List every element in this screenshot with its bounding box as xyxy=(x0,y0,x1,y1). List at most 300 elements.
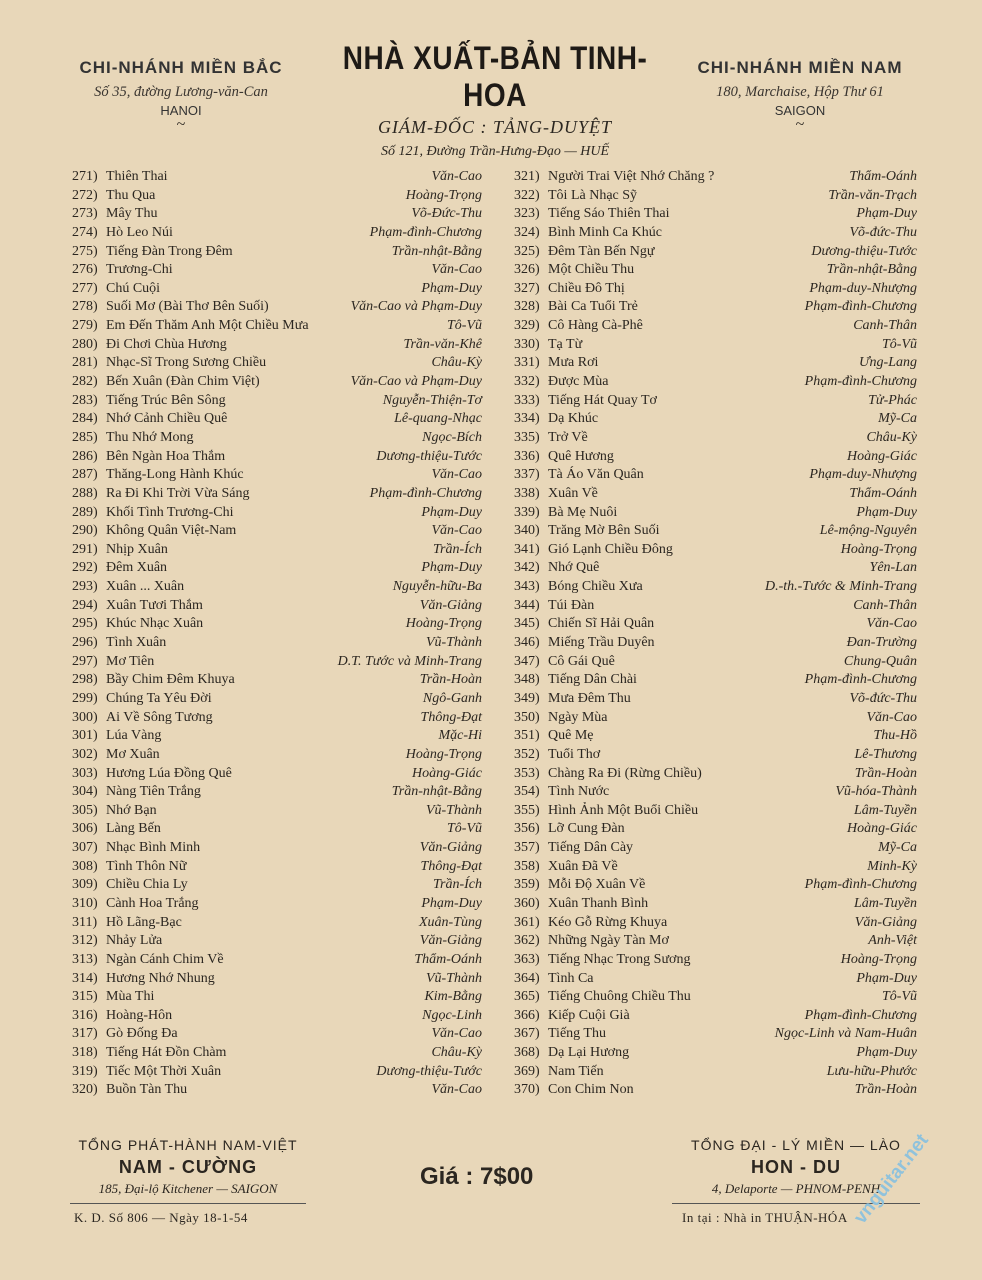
song-author: Thông-Đạt xyxy=(420,858,482,874)
song-title: Trở Về xyxy=(548,429,588,445)
song-number: 315) xyxy=(72,989,98,1005)
song-author: Phạm-đình-Chương xyxy=(804,877,917,893)
song-author: Trần-nhật-Bằng xyxy=(826,262,917,278)
song-entry xyxy=(514,374,608,390)
song-number: 332) xyxy=(514,374,540,390)
song-author: Võ-đức-Thu xyxy=(849,224,917,240)
song-row xyxy=(72,1008,482,1027)
song-title: Hình Ảnh Một Buổi Chiều xyxy=(548,802,699,818)
song-author: Ngọc-Bích xyxy=(422,429,482,445)
song-number: 325) xyxy=(514,243,540,259)
song-entry xyxy=(514,691,631,707)
song-title: Bầy Chim Đêm Khuya xyxy=(106,672,235,688)
song-row xyxy=(72,523,482,542)
song-row xyxy=(514,691,917,710)
song-row xyxy=(72,1064,482,1083)
song-number: 290) xyxy=(72,523,98,539)
song-author: Phạm-đình-Chương xyxy=(804,374,917,390)
song-title: Xuân Về xyxy=(548,485,598,501)
song-author: Dương-thiệu-Tước xyxy=(811,243,917,259)
song-entry xyxy=(72,877,188,893)
song-entry xyxy=(514,1045,629,1061)
song-author: Hoàng-Trọng xyxy=(840,951,917,967)
song-row xyxy=(514,430,917,449)
song-number: 273) xyxy=(72,206,98,222)
song-number: 312) xyxy=(72,933,98,949)
song-author: Ngọc-Linh và Nam-Huân xyxy=(774,1026,917,1042)
song-row xyxy=(72,710,482,729)
song-entry xyxy=(72,598,203,614)
song-entry xyxy=(72,989,154,1005)
song-number: 311) xyxy=(72,914,98,930)
song-number: 349) xyxy=(514,690,540,706)
license-line: K. D. Số 806 — Ngày 18-1-54 xyxy=(74,1210,248,1225)
song-title: Tình Nước xyxy=(548,784,610,800)
song-title: Chiều Đô Thị xyxy=(548,280,625,296)
north-branch-city: HANOI xyxy=(160,103,202,118)
song-row xyxy=(72,728,482,747)
song-number: 362) xyxy=(514,933,540,949)
song-author: Phạm-đình-Chương xyxy=(369,485,482,501)
song-author: Canh-Thân xyxy=(853,318,917,334)
south-branch-title: CHI-NHÁNH MIỀN NAM xyxy=(697,58,903,77)
song-entry xyxy=(72,411,227,427)
song-title: Hoàng-Hôn xyxy=(106,1007,173,1023)
song-entry xyxy=(514,337,582,353)
song-number: 307) xyxy=(72,840,98,856)
song-entry xyxy=(514,560,599,576)
song-title: Hương Nhớ Nhung xyxy=(106,970,215,986)
song-title: Suối Mơ (Bài Thơ Bên Suối) xyxy=(106,299,269,315)
song-row xyxy=(514,560,917,579)
song-title: Nam Tiến xyxy=(548,1063,604,1079)
song-entry xyxy=(514,710,608,726)
song-author: Văn-Giảng xyxy=(419,840,482,856)
song-row xyxy=(72,262,482,281)
publisher-director: GIÁM-ĐỐC : TẢNG-DUYỆT xyxy=(378,117,612,137)
song-entry xyxy=(72,262,173,278)
song-entry xyxy=(514,355,598,371)
song-title: Nhớ Cảnh Chiều Quê xyxy=(106,411,228,427)
agent-name: HON - DU xyxy=(751,1157,841,1177)
song-title: Quê Mẹ xyxy=(548,728,594,744)
distributor-south xyxy=(70,1137,306,1197)
song-number: 293) xyxy=(72,579,98,595)
song-author: Đan-Trường xyxy=(846,635,917,651)
song-entry xyxy=(514,598,594,614)
song-entry xyxy=(514,225,662,241)
song-entry xyxy=(514,467,644,483)
song-number: 298) xyxy=(72,672,98,688)
song-title: Kiếp Cuội Già xyxy=(548,1007,630,1023)
north-branch-title: CHI-NHÁNH MIỀN BẮC xyxy=(79,58,283,77)
song-row xyxy=(514,952,917,971)
song-title: Tiếng Trúc Bên Sông xyxy=(106,392,226,408)
song-row xyxy=(514,728,917,747)
song-title: Bà Mẹ Nuôi xyxy=(548,504,618,520)
song-entry xyxy=(514,393,657,409)
song-title: Đêm Xuân xyxy=(106,560,168,576)
song-author: Nguyễn-Thiện-Tơ xyxy=(382,392,482,408)
song-title: Đi Chơi Chùa Hương xyxy=(106,336,227,352)
song-row xyxy=(514,710,917,729)
song-number: 279) xyxy=(72,318,98,334)
song-number: 318) xyxy=(72,1045,98,1061)
song-row xyxy=(72,337,482,356)
song-row xyxy=(72,766,482,785)
song-number: 326) xyxy=(514,262,540,278)
song-author: Văn-Cao xyxy=(866,616,917,632)
song-row xyxy=(514,933,917,952)
song-row xyxy=(72,915,482,934)
song-author: Hoàng-Giác xyxy=(847,448,917,464)
song-title: Kéo Gỗ Rừng Khuya xyxy=(548,914,668,930)
song-author: Yên-Lan xyxy=(869,560,917,576)
song-entry xyxy=(72,635,166,651)
song-row xyxy=(72,299,482,318)
song-title: Tình Ca xyxy=(548,970,594,986)
song-author: Hoàng-Trọng xyxy=(405,187,482,203)
song-number: 288) xyxy=(72,485,98,501)
song-title: Xuân ... Xuân xyxy=(106,579,185,595)
song-entry xyxy=(514,262,634,278)
song-author: Văn-Giảng xyxy=(419,933,482,949)
song-row xyxy=(514,1026,917,1045)
song-author: Phạm-Duy xyxy=(856,206,917,222)
song-author: Phạm-Duy xyxy=(421,560,482,576)
song-author: Văn-Cao và Phạm-Duy xyxy=(350,299,482,315)
song-row xyxy=(514,262,917,281)
song-number: 345) xyxy=(514,616,540,632)
song-entry xyxy=(514,318,643,334)
song-title: Bóng Chiều Xưa xyxy=(548,579,643,595)
song-title: Lúa Vàng xyxy=(106,728,162,744)
song-author: Thu-Hồ xyxy=(873,728,917,744)
song-number: 303) xyxy=(72,765,98,781)
song-title: Mơ Xuân xyxy=(106,746,160,762)
song-row xyxy=(72,616,482,635)
song-row xyxy=(72,374,482,393)
song-author: Xuân-Tùng xyxy=(419,914,482,930)
song-row xyxy=(514,449,917,468)
song-author: Văn-Giảng xyxy=(419,597,482,613)
song-row xyxy=(72,691,482,710)
song-entry xyxy=(72,915,182,931)
song-row xyxy=(72,1045,482,1064)
song-entry xyxy=(72,337,227,353)
song-title: Chiều Chia Ly xyxy=(106,877,188,893)
song-number: 363) xyxy=(514,951,540,967)
song-title: Bên Ngàn Hoa Thắm xyxy=(106,448,226,464)
song-entry xyxy=(514,1008,630,1024)
song-row xyxy=(514,877,917,896)
song-row xyxy=(514,374,917,393)
song-title: Tình Thôn Nữ xyxy=(106,858,187,874)
north-branch-address: Số 35, đường Lương-văn-Can xyxy=(94,84,268,100)
song-number: 287) xyxy=(72,467,98,483)
song-entry xyxy=(72,803,157,819)
agent-title: TỔNG ĐẠI - LÝ MIỀN — LÀO xyxy=(691,1137,901,1153)
song-number: 348) xyxy=(514,672,540,688)
song-entry xyxy=(514,803,698,819)
song-author: Trần-Hoàn xyxy=(854,765,917,781)
song-author: Châu-Kỳ xyxy=(866,429,917,445)
song-title: Con Chim Non xyxy=(548,1082,634,1098)
song-author: Phạm-Duy xyxy=(856,1045,917,1061)
song-number: 294) xyxy=(72,597,98,613)
south-branch-header xyxy=(660,58,940,133)
song-title: Buồn Tàn Thu xyxy=(106,1082,188,1098)
song-row xyxy=(514,616,917,635)
song-author: Lê-mộng-Nguyên xyxy=(819,523,917,539)
song-number: 291) xyxy=(72,541,98,557)
song-number: 368) xyxy=(514,1045,540,1061)
song-number: 296) xyxy=(72,635,98,651)
song-author: Thông-Đạt xyxy=(420,709,482,725)
song-title: Được Mùa xyxy=(548,374,609,390)
song-row xyxy=(514,206,917,225)
song-title: Ra Đi Khi Trời Vừa Sáng xyxy=(106,485,250,501)
song-row xyxy=(514,244,917,263)
song-author: Tô-Vũ xyxy=(447,318,482,334)
song-author: Nguyễn-hữu-Ba xyxy=(392,579,482,595)
song-entry xyxy=(72,206,157,222)
song-author: Hoàng-Giác xyxy=(847,821,917,837)
song-entry xyxy=(72,1026,178,1042)
song-number: 370) xyxy=(514,1082,540,1098)
south-branch-city: SAIGON xyxy=(774,103,826,118)
song-title: Người Trai Việt Nhớ Chăng ? xyxy=(548,169,715,184)
song-entry xyxy=(72,728,161,744)
song-row xyxy=(514,1082,917,1101)
song-number: 346) xyxy=(514,635,540,651)
song-entry xyxy=(72,766,232,782)
song-title: Túi Đàn xyxy=(548,597,595,613)
south-branch-address: 180, Marchaise, Hộp Thư 61 xyxy=(716,84,884,100)
song-author: Vũ-Thành xyxy=(426,635,482,651)
song-title: Tiếng Chuông Chiều Thu xyxy=(548,989,691,1005)
song-row xyxy=(514,467,917,486)
song-row xyxy=(72,635,482,654)
song-row xyxy=(72,542,482,561)
divider xyxy=(70,1203,306,1204)
song-title: Thiên Thai xyxy=(106,169,168,184)
song-row xyxy=(72,505,482,524)
song-author: Lâm-Tuyền xyxy=(854,895,917,911)
song-title: Ngàn Cánh Chim Về xyxy=(106,951,224,967)
song-row xyxy=(514,672,917,691)
song-title: Dạ Lại Hương xyxy=(548,1045,630,1061)
song-author: Trần-văn-Trạch xyxy=(828,187,917,203)
song-number: 310) xyxy=(72,895,98,911)
song-number: 364) xyxy=(514,970,540,986)
song-number: 286) xyxy=(72,448,98,464)
song-entry xyxy=(514,821,625,837)
song-title: Một Chiều Thu xyxy=(548,262,635,278)
song-number: 302) xyxy=(72,746,98,762)
song-number: 314) xyxy=(72,970,98,986)
song-list-left xyxy=(72,169,482,1101)
song-row xyxy=(514,840,917,859)
song-row xyxy=(514,654,917,673)
song-number: 301) xyxy=(72,728,98,744)
publisher-name: NHÀ XUẤT-BẢN TINH-HOA xyxy=(342,40,648,113)
song-number: 354) xyxy=(514,784,540,800)
song-title: Mưa Đêm Thu xyxy=(548,690,631,706)
song-entry xyxy=(514,542,673,558)
song-author: Phạm-đình-Chương xyxy=(804,672,917,688)
song-title: Hò Leo Núi xyxy=(106,224,173,240)
song-row xyxy=(514,803,917,822)
song-entry xyxy=(514,505,617,521)
song-title: Nhớ Bạn xyxy=(106,802,157,818)
song-row xyxy=(72,560,482,579)
song-row xyxy=(72,877,482,896)
song-row xyxy=(514,188,917,207)
song-row xyxy=(514,411,917,430)
song-row xyxy=(72,1082,482,1101)
song-number: 369) xyxy=(514,1063,540,1079)
song-number: 285) xyxy=(72,429,98,445)
song-number: 305) xyxy=(72,802,98,818)
song-entry xyxy=(72,505,234,521)
song-author: Anh-Việt xyxy=(868,933,917,949)
song-title: Chàng Ra Đi (Rừng Chiều) xyxy=(548,765,702,781)
song-number: 295) xyxy=(72,616,98,632)
song-title: Những Ngày Tàn Mơ xyxy=(548,933,669,949)
song-entry xyxy=(72,449,225,465)
song-title: Tuổi Thơ xyxy=(548,746,601,762)
song-author: Hoàng-Trọng xyxy=(405,746,482,762)
song-title: Mùa Thi xyxy=(106,989,155,1005)
song-number: 292) xyxy=(72,560,98,576)
song-title: Trương-Chi xyxy=(106,262,173,278)
song-author: Ngô-Ganh xyxy=(422,690,482,706)
song-entry xyxy=(514,896,648,912)
song-row xyxy=(72,598,482,617)
song-number: 299) xyxy=(72,690,98,706)
ornament: ~ xyxy=(176,116,186,133)
song-row xyxy=(514,505,917,524)
song-title: Tạ Từ xyxy=(548,336,583,352)
song-title: Xuân Tươi Thắm xyxy=(106,597,203,613)
song-row xyxy=(514,971,917,990)
song-entry xyxy=(514,747,600,763)
song-author: Phạm-đình-Chương xyxy=(804,299,917,315)
song-number: 338) xyxy=(514,485,540,501)
song-author: Thẩm-Oánh xyxy=(414,951,482,967)
song-entry xyxy=(72,821,161,837)
song-number: 280) xyxy=(72,336,98,352)
song-author: Trần-Ích xyxy=(433,877,482,893)
song-entry xyxy=(514,840,633,856)
song-row xyxy=(514,821,917,840)
song-row xyxy=(514,355,917,374)
song-title: Thu Qua xyxy=(106,187,156,203)
distributor-title: TỔNG PHÁT-HÀNH NAM-VIỆT xyxy=(78,1137,298,1153)
song-row xyxy=(72,859,482,878)
song-title: Tiếc Một Thời Xuân xyxy=(106,1063,222,1079)
song-number: 331) xyxy=(514,355,540,371)
song-entry xyxy=(514,281,625,297)
song-entry xyxy=(514,915,667,931)
song-entry xyxy=(514,672,637,688)
song-row xyxy=(72,747,482,766)
song-row xyxy=(514,486,917,505)
song-title: Nhạc-Sĩ Trong Sương Chiều xyxy=(106,355,267,371)
song-row xyxy=(514,1064,917,1083)
price-label: Giá : 7$00 xyxy=(420,1163,534,1190)
song-author: Phạm-đình-Chương xyxy=(804,1007,917,1023)
song-entry xyxy=(514,635,655,651)
song-entry xyxy=(514,449,614,465)
song-row xyxy=(72,281,482,300)
song-title: Trăng Mờ Bên Suối xyxy=(548,523,660,539)
song-number: 306) xyxy=(72,821,98,837)
song-title: Xuân Đã Về xyxy=(548,858,618,874)
song-number: 341) xyxy=(514,541,540,557)
song-row xyxy=(514,1045,917,1064)
song-entry xyxy=(514,1026,606,1042)
song-row xyxy=(514,225,917,244)
song-entry xyxy=(514,299,638,315)
song-title: Cô Gái Quê xyxy=(548,653,615,669)
song-row xyxy=(514,989,917,1008)
song-author: Phạm-Duy xyxy=(421,504,482,520)
song-author: Ưng-Lang xyxy=(858,355,917,371)
song-entry xyxy=(72,654,154,670)
song-author: Võ-Đức-Thu xyxy=(411,206,482,222)
song-number: 356) xyxy=(514,821,540,837)
song-entry xyxy=(514,728,594,744)
song-author: Tô-Vũ xyxy=(447,821,482,837)
song-entry xyxy=(72,523,236,539)
song-title: Hương Lúa Đồng Quê xyxy=(106,765,232,781)
song-number: 282) xyxy=(72,374,98,390)
song-title: Nhớ Quê xyxy=(548,560,600,576)
song-number: 358) xyxy=(514,858,540,874)
song-title: Hồ Lãng-Bạc xyxy=(106,914,182,930)
song-row xyxy=(514,915,917,934)
distributor-name: NAM - CƯỜNG xyxy=(118,1157,258,1177)
song-number: 366) xyxy=(514,1007,540,1023)
song-author: Vũ-Thành xyxy=(426,802,482,818)
song-entry xyxy=(72,896,199,912)
song-row xyxy=(514,598,917,617)
song-title: Ai Về Sông Tương xyxy=(106,709,213,725)
song-author: Tử-Phác xyxy=(868,392,917,408)
song-number: 342) xyxy=(514,560,540,576)
song-row xyxy=(514,542,917,561)
song-entry xyxy=(72,560,167,576)
song-author: Tô-Vũ xyxy=(882,989,917,1005)
song-number: 283) xyxy=(72,392,98,408)
song-title: Tiếng Dân Cày xyxy=(548,840,634,856)
song-row xyxy=(72,188,482,207)
song-title: Mơ Tiên xyxy=(106,653,155,669)
song-title: Nàng Tiên Trắng xyxy=(106,784,201,800)
song-author: Võ-đức-Thu xyxy=(849,690,917,706)
song-entry xyxy=(514,188,637,204)
agent-address: 4, Delaporte — PHNOM-PENH xyxy=(711,1181,881,1196)
song-entry xyxy=(72,467,244,483)
song-author: Minh-Kỳ xyxy=(867,858,917,874)
song-number: 313) xyxy=(72,951,98,967)
song-number: 275) xyxy=(72,243,98,259)
song-number: 330) xyxy=(514,336,540,352)
song-entry xyxy=(514,486,598,502)
song-author: Văn-Cao và Phạm-Duy xyxy=(350,374,482,390)
